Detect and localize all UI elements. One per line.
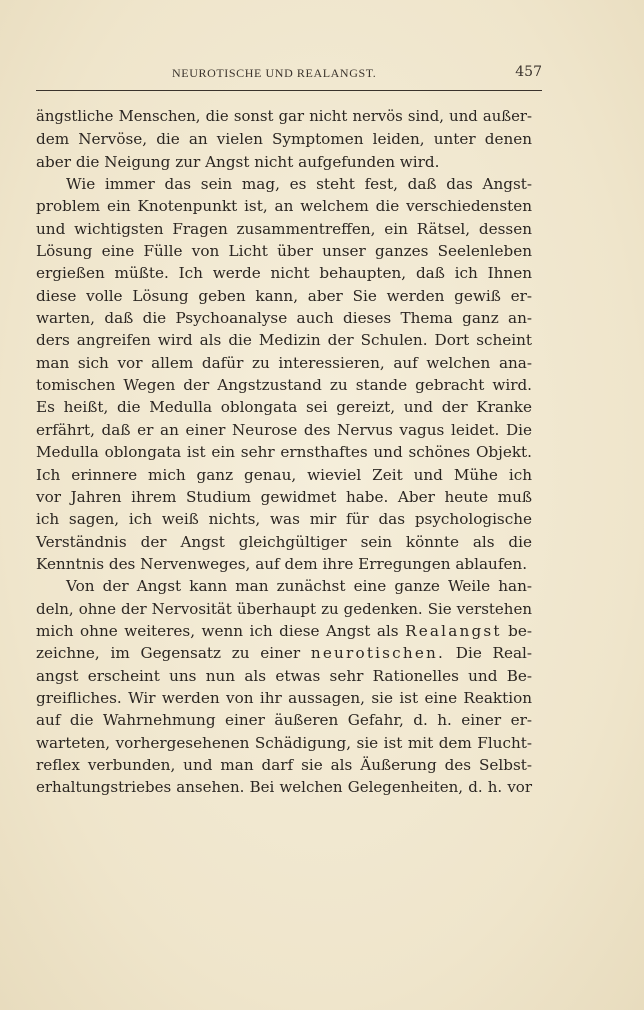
text-line: Es heißt, die Medulla oblongata sei gereizt, und der Kranke	[36, 398, 532, 417]
text-segment: Die Real-	[455, 644, 533, 663]
text-line: dem Nervöse, die an vielen Symptomen leiden, unter denen	[36, 130, 532, 149]
text-segment: be-	[508, 621, 533, 640]
text-line: auf die Wahrnehmung einer äußeren Gefahr, d. h. einer er-	[36, 711, 532, 730]
text-segment: mich ohne weiteres, wenn ich diese Angst als	[36, 621, 399, 640]
text-line: tomischen Wegen der Angstzustand zu stande gebracht wird.	[36, 376, 532, 395]
text-line: deln, ohne der Nervosität überhaupt zu gedenken. Sie verstehen	[36, 599, 532, 618]
emphasis-neurotischen: neurotischen.	[310, 644, 446, 663]
text-line: und wichtigsten Fragen zusammentreffen, ein Rätsel, dessen	[36, 219, 532, 238]
text-line: erfährt, daß er an einer Neurose des Nervus vagus leidet. Die	[36, 420, 532, 439]
text-line: ergießen müßte. Ich werde nicht behaupten, daß ich Ihnen	[36, 264, 532, 283]
text-line: reflex verbunden, und man darf sie als Äußerung des Selbst-	[36, 755, 532, 774]
text-segment: zeichne, im Gegensatz zu einer	[36, 644, 301, 663]
text-line: diese volle Lösung geben kann, aber Sie werden gewiß er-	[36, 286, 532, 305]
emphasis-realangst: Realangst	[405, 621, 502, 640]
header-rule	[36, 90, 542, 91]
text-line: aber die Neigung zur Angst nicht aufgefunden wird.	[36, 152, 440, 171]
text-line: warteten, vorhergesehenen Schädigung, sie ist mit dem Flucht-	[36, 733, 532, 752]
text-line: greifliches. Wir werden von ihr aussagen, sie ist eine Reaktion	[36, 688, 532, 707]
text-line: Lösung eine Fülle von Licht über unser ganzes Seelenleben	[36, 242, 532, 261]
page-number: 457	[515, 64, 542, 80]
text-line: problem ein Knotenpunkt ist, an welchem die verschiedensten	[36, 197, 532, 216]
text-line: ängstliche Menschen, die sonst gar nicht nervös sind, und außer-	[36, 108, 532, 125]
text-line: ich sagen, ich weiß nichts, was mir für das psychologische	[36, 510, 532, 529]
text-line: Kenntnis des Nervenweges, auf dem ihre Erregungen ablaufen.	[36, 554, 528, 573]
text-line: Medulla oblongata ist ein sehr ernsthaftes und schönes Objekt.	[36, 443, 532, 462]
text-line: angst erscheint uns nun als etwas sehr Rationelles und Be-	[36, 666, 532, 685]
text-line: erhaltungstriebes ansehen. Bei welchen Gelegenheiten, d. h. vor	[36, 778, 532, 797]
paragraph-start-line: Von der Angst kann man zunächst eine ganze Weile han-	[66, 577, 532, 596]
text-line: warten, daß die Psychoanalyse auch dieses Thema ganz an-	[36, 309, 532, 328]
text-line: man sich vor allem dafür zu interessieren, auf welchen ana-	[36, 353, 532, 372]
body-text	[36, 106, 532, 799]
running-head: NEUROTISCHE UND REALANGST.	[172, 66, 377, 80]
page-header	[36, 64, 542, 86]
paragraph-start-line: Wie immer das sein mag, es steht fest, daß das Angst-	[66, 175, 532, 194]
text-line-with-emphasis	[36, 620, 532, 642]
text-line: ders angreifen wird als die Medizin der Schulen. Dort scheint	[36, 331, 532, 350]
text-line-with-emphasis	[36, 642, 532, 664]
text-line: vor Jahren ihrem Studium gewidmet habe. Aber heute muß	[36, 487, 532, 506]
text-line: Ich erinnere mich ganz genau, wieviel Zeit und Mühe ich	[36, 465, 532, 484]
text-line: Verständnis der Angst gleichgültiger sein könnte als die	[36, 532, 532, 551]
